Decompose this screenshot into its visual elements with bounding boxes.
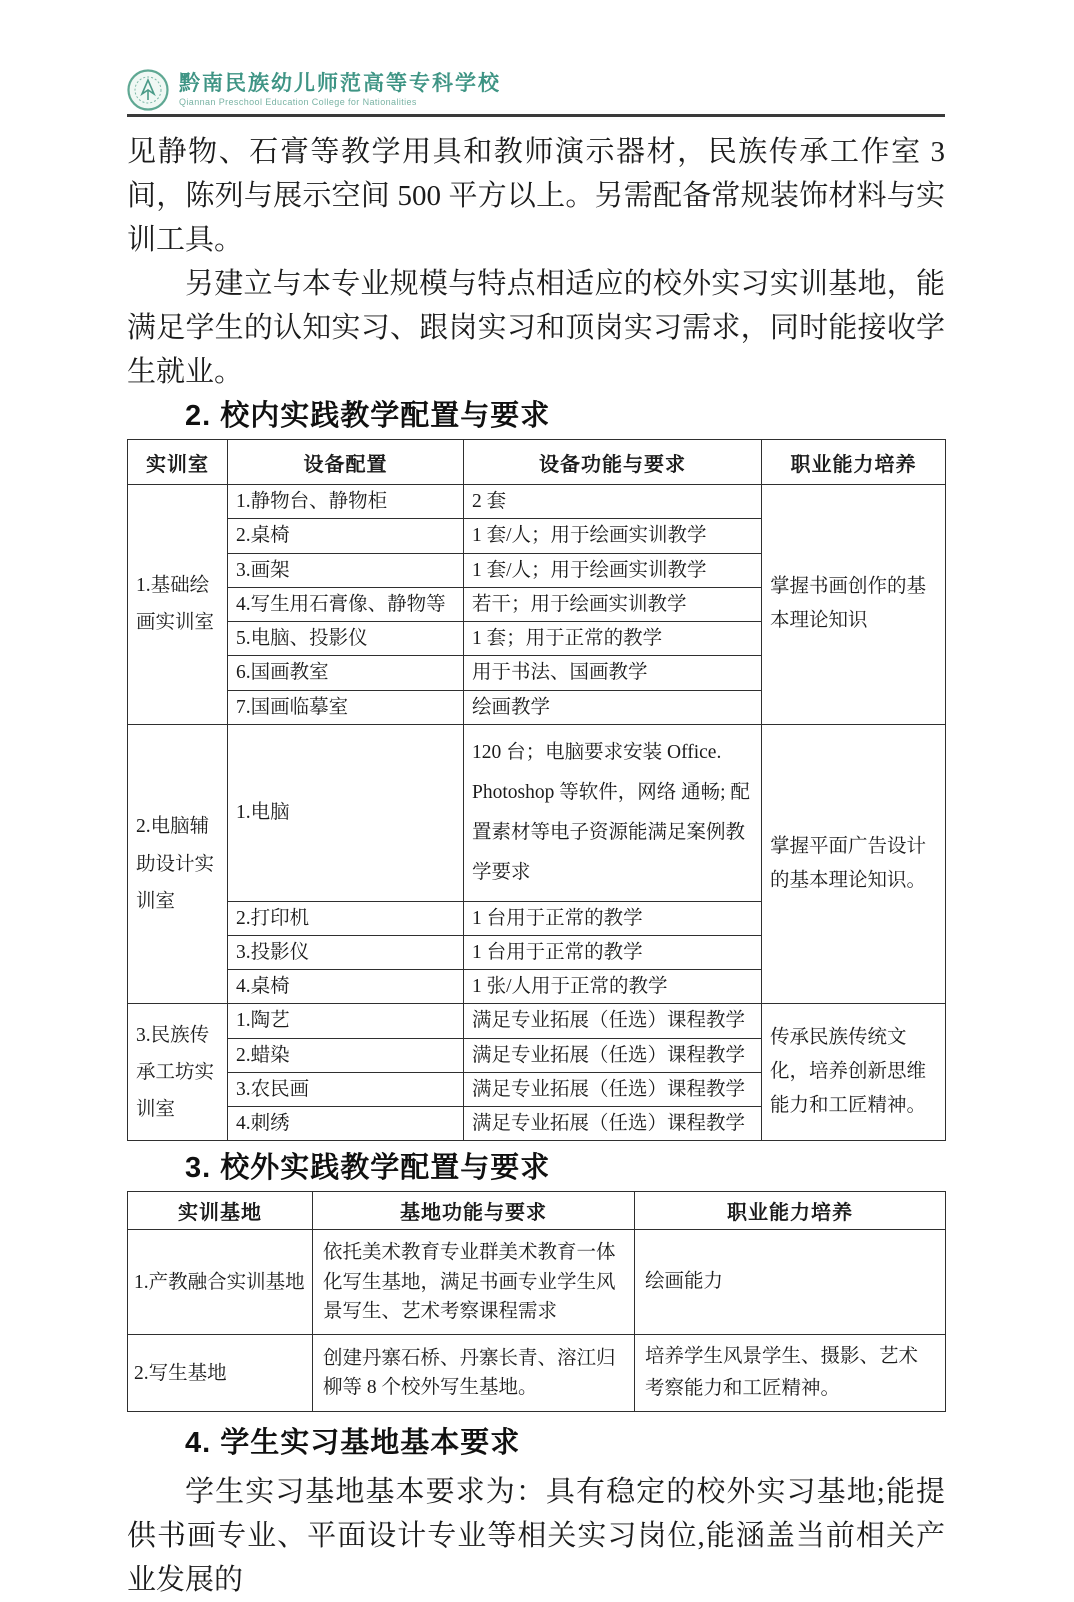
device-cell: 3.投影仪	[228, 935, 464, 969]
requirement-cell: 用于书法、国画教学	[464, 656, 762, 690]
device-cell: 3.农民画	[228, 1072, 464, 1106]
device-cell: 1.电脑	[228, 724, 464, 901]
col-header-room: 实训室	[128, 440, 228, 485]
ability-cell: 培养学生风景学生、摄影、艺术考察能力和工匠精神。	[635, 1335, 946, 1412]
device-cell: 4.写生用石膏像、静物等	[228, 587, 464, 621]
col-header-ability: 职业能力培养	[762, 440, 946, 485]
table-row	[128, 1335, 946, 1412]
internship-paragraph: 学生实习基地基本要求为：具有稳定的校外实习基地;能提供书画专业、平面设计专业等相关实习岗位,能涵盖当前相关产业发展的	[127, 1476, 945, 1597]
table-row	[128, 1230, 946, 1335]
room-cell: 3.民族传承工坊实训室	[128, 1004, 228, 1141]
device-cell: 6.国画教室	[228, 656, 464, 690]
header-divider	[127, 114, 945, 117]
room-cell: 1.基础绘画实训室	[128, 485, 228, 725]
base-cell: 1.产教融合实训基地	[128, 1230, 313, 1335]
table-row	[128, 485, 946, 519]
device-cell: 1.陶艺	[228, 1004, 464, 1038]
school-name-english: Qiannan Preschool Education College for Nationalities	[179, 97, 417, 108]
requirement-cell: 1 套/人；用于绘画实训教学	[464, 553, 762, 587]
ability-cell: 掌握书画创作的基本理论知识	[762, 485, 946, 725]
device-cell: 4.桌椅	[228, 970, 464, 1004]
col-header-base-function: 基地功能与要求	[313, 1192, 635, 1230]
col-header-ability: 职业能力培养	[635, 1192, 946, 1230]
requirement-cell: 绘画教学	[464, 690, 762, 724]
function-cell: 创建丹寨石桥、丹寨长青、溶江归柳等 8 个校外写生基地。	[313, 1335, 635, 1412]
function-cell: 依托美术教育专业群美术教育一体化写生基地，满足书画专业学生风景写生、艺术考察课程需求	[313, 1230, 635, 1335]
intro-paragraph-2: 另建立与本专业规模与特点相适应的校外实习实训基地，能满足学生的认知实习、跟岗实习和顶岗实习需求，同时能接收学生就业。	[127, 268, 945, 388]
requirement-cell: 1 张/人用于正常的教学	[464, 970, 762, 1004]
requirement-cell: 2 套	[464, 485, 762, 519]
room-cell: 2.电脑辅助设计实训室	[128, 724, 228, 1004]
device-cell: 5.电脑、投影仪	[228, 622, 464, 656]
section-heading-internship-base: 4. 学生实习基地基本要求	[185, 1427, 521, 1460]
intro-paragraph-1: 见静物、石膏等教学用具和教师演示器材，民族传承工作室 3 间，陈列与展示空间 500 平方以上。另需配备常规装饰材料与实训工具。	[127, 136, 945, 256]
table-row	[128, 1004, 946, 1038]
requirement-cell: 1 套/人；用于绘画实训教学	[464, 519, 762, 553]
offcampus-practice-table	[127, 1191, 946, 1412]
requirement-cell: 若干；用于绘画实训教学	[464, 587, 762, 621]
device-cell: 1.静物台、静物柜	[228, 485, 464, 519]
table-row	[128, 724, 946, 901]
campus-practice-table	[127, 439, 946, 1141]
section-heading-campus-practice: 2. 校内实践教学配置与要求	[185, 400, 551, 432]
table-header-row	[128, 440, 946, 485]
device-cell: 3.画架	[228, 553, 464, 587]
device-cell: 7.国画临摹室	[228, 690, 464, 724]
school-name-block	[179, 72, 501, 108]
requirement-cell: 满足专业拓展（任选）课程教学	[464, 1004, 762, 1038]
col-header-equipment: 设备配置	[228, 440, 464, 485]
requirement-cell: 满足专业拓展（任选）课程教学	[464, 1072, 762, 1106]
col-header-base: 实训基地	[128, 1192, 313, 1230]
ability-cell: 绘画能力	[635, 1230, 946, 1335]
requirement-cell: 满足专业拓展（任选）课程教学	[464, 1038, 762, 1072]
section-heading-offcampus-practice: 3. 校外实践教学配置与要求	[185, 1152, 551, 1185]
requirement-cell: 1 套；用于正常的教学	[464, 622, 762, 656]
requirement-cell: 120 台；电脑要求安装 Office. Photoshop 等软件，网络 通畅; 配置素材等电子资源能满足案例教学要求	[464, 724, 762, 901]
ability-cell: 传承民族传统文化，培养创新思维能力和工匠精神。	[762, 1004, 946, 1141]
table-header-row	[128, 1192, 946, 1230]
base-cell: 2.写生基地	[128, 1335, 313, 1412]
col-header-function: 设备功能与要求	[464, 440, 762, 485]
school-seal-icon	[127, 69, 169, 111]
requirement-cell: 满足专业拓展（任选）课程教学	[464, 1107, 762, 1141]
device-cell: 2.桌椅	[228, 519, 464, 553]
device-cell: 4.刺绣	[228, 1107, 464, 1141]
requirement-cell: 1 台用于正常的教学	[464, 935, 762, 969]
requirement-cell: 1 台用于正常的教学	[464, 901, 762, 935]
ability-cell: 掌握平面广告设计的基本理论知识。	[762, 724, 946, 1004]
school-name-chinese: 黔南民族幼儿师范高等专科学校	[179, 72, 501, 95]
device-cell: 2.打印机	[228, 901, 464, 935]
page-header	[127, 0, 945, 114]
device-cell: 2.蜡染	[228, 1038, 464, 1072]
